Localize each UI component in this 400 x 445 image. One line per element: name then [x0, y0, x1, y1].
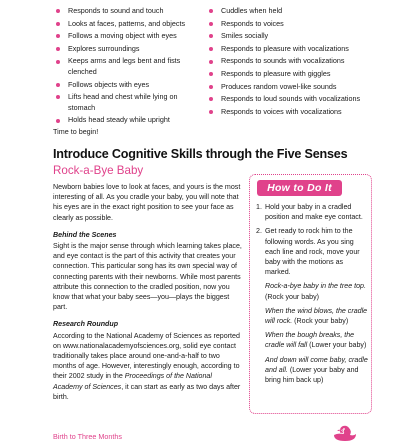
- bullet-icon: [56, 60, 60, 64]
- how-to-title: How to Do It: [257, 180, 342, 196]
- list-item: Smiles socially: [206, 31, 376, 42]
- list-item: Responds to sounds with vocalizations: [206, 56, 376, 67]
- bullet-icon: [209, 72, 213, 76]
- section-title: Introduce Cognitive Skills through the Five Senses: [53, 147, 348, 161]
- list-item: Looks at faces, patterns, and objects: [53, 19, 203, 30]
- bullet-icon: [56, 22, 60, 26]
- journal-title: Proceedings of the National Academy of Sciences: [53, 372, 212, 391]
- lyric-line: When the wind blows, the cradle will rock. (Rock your baby): [265, 306, 368, 326]
- intro-paragraph: Newborn babies love to look at faces, and yours is the most interesting of all. As you cradle your baby, you will note that his eyes are in the exact right position to see your face as clearly as possible.: [53, 183, 241, 222]
- bullet-icon: [209, 47, 213, 51]
- research-roundup-paragraph: According to the National Academy of Sciences as reported on www.nationalacademyofsciences.org, solid eye contact traditionally takes place around one-and-a-half to two months of age. However, interestingly enough, according to their 2002 study in the Proceedings of the National Academy of Sciences, it can start as early as two days after birth.: [53, 331, 241, 401]
- time-to-begin-text: Time to begin!: [53, 127, 99, 136]
- page-number: 3: [341, 430, 345, 436]
- lyric-line: When the bough breaks, the cradle will fall (Lower your baby): [265, 331, 367, 350]
- bullet-icon: [56, 83, 60, 87]
- bullet-icon: [209, 97, 213, 101]
- list-item: Responds to voices with vocalizations: [206, 107, 376, 118]
- bullet-icon: [209, 85, 213, 89]
- list-item: Responds to pleasure with vocalizations: [206, 44, 376, 55]
- bullet-icon: [56, 119, 60, 123]
- how-to-steps: [256, 202, 368, 389]
- list-item: Produces random vowel-like sounds: [206, 82, 376, 93]
- bullet-icon: [209, 60, 213, 64]
- research-roundup-heading: Research Roundup: [53, 320, 119, 329]
- behind-the-scenes-heading: Behind the Scenes: [53, 230, 117, 239]
- footer-text: Birth to Three Months: [53, 432, 122, 441]
- step-2: 2. Get ready to rock him to the following words. As you sing each line and rock, move your baby with the motions as marked.: [256, 227, 360, 277]
- list-item: Responds to sound and touch: [53, 6, 203, 17]
- activity-title: Rock-a-Bye Baby: [53, 164, 144, 177]
- milestone-list-left: [53, 6, 203, 128]
- bullet-icon: [209, 22, 213, 26]
- milestone-list-right: [206, 6, 376, 119]
- list-item: Follows objects with eyes: [53, 80, 203, 91]
- list-item: Responds to loud sounds with vocalizations: [206, 94, 376, 105]
- bullet-icon: [209, 110, 213, 114]
- lyric-line: Rock-a-bye baby in the tree top. (Rock your baby): [265, 282, 366, 301]
- bullet-icon: [209, 34, 213, 38]
- list-item: Explores surroundings: [53, 44, 203, 55]
- list-item: Keeps arms and legs bent and fists clenched: [53, 56, 203, 77]
- list-item: Responds to voices: [206, 19, 376, 30]
- step-1: 1. Hold your baby in a cradled position and make eye contact.: [256, 203, 363, 222]
- duck-icon: [330, 422, 360, 442]
- activity-body: [53, 182, 243, 409]
- behind-the-scenes-paragraph: Sight is the major sense through which learning takes place, and eye contact is the part of this activity that creates your connection. This particular song has its own special way of connecting parents with their newborns. While most parents attribute this connection to the cradled position, now you know that what your baby sees—you—plays the biggest part.: [53, 242, 242, 312]
- bullet-icon: [56, 34, 60, 38]
- list-item: Holds head steady while upright: [53, 115, 203, 126]
- bullet-icon: [56, 9, 60, 13]
- lyric-line: And down will come baby, cradle and all. (Lower your baby and bring him back up): [265, 355, 368, 385]
- list-item: Follows a moving object with eyes: [53, 31, 203, 42]
- bullet-icon: [209, 9, 213, 13]
- bullet-icon: [56, 95, 60, 99]
- list-item: Cuddles when held: [206, 6, 376, 17]
- bullet-icon: [56, 47, 60, 51]
- list-item: Responds to pleasure with giggles: [206, 69, 376, 80]
- list-item: Lifts head and chest while lying on stomach: [53, 92, 203, 113]
